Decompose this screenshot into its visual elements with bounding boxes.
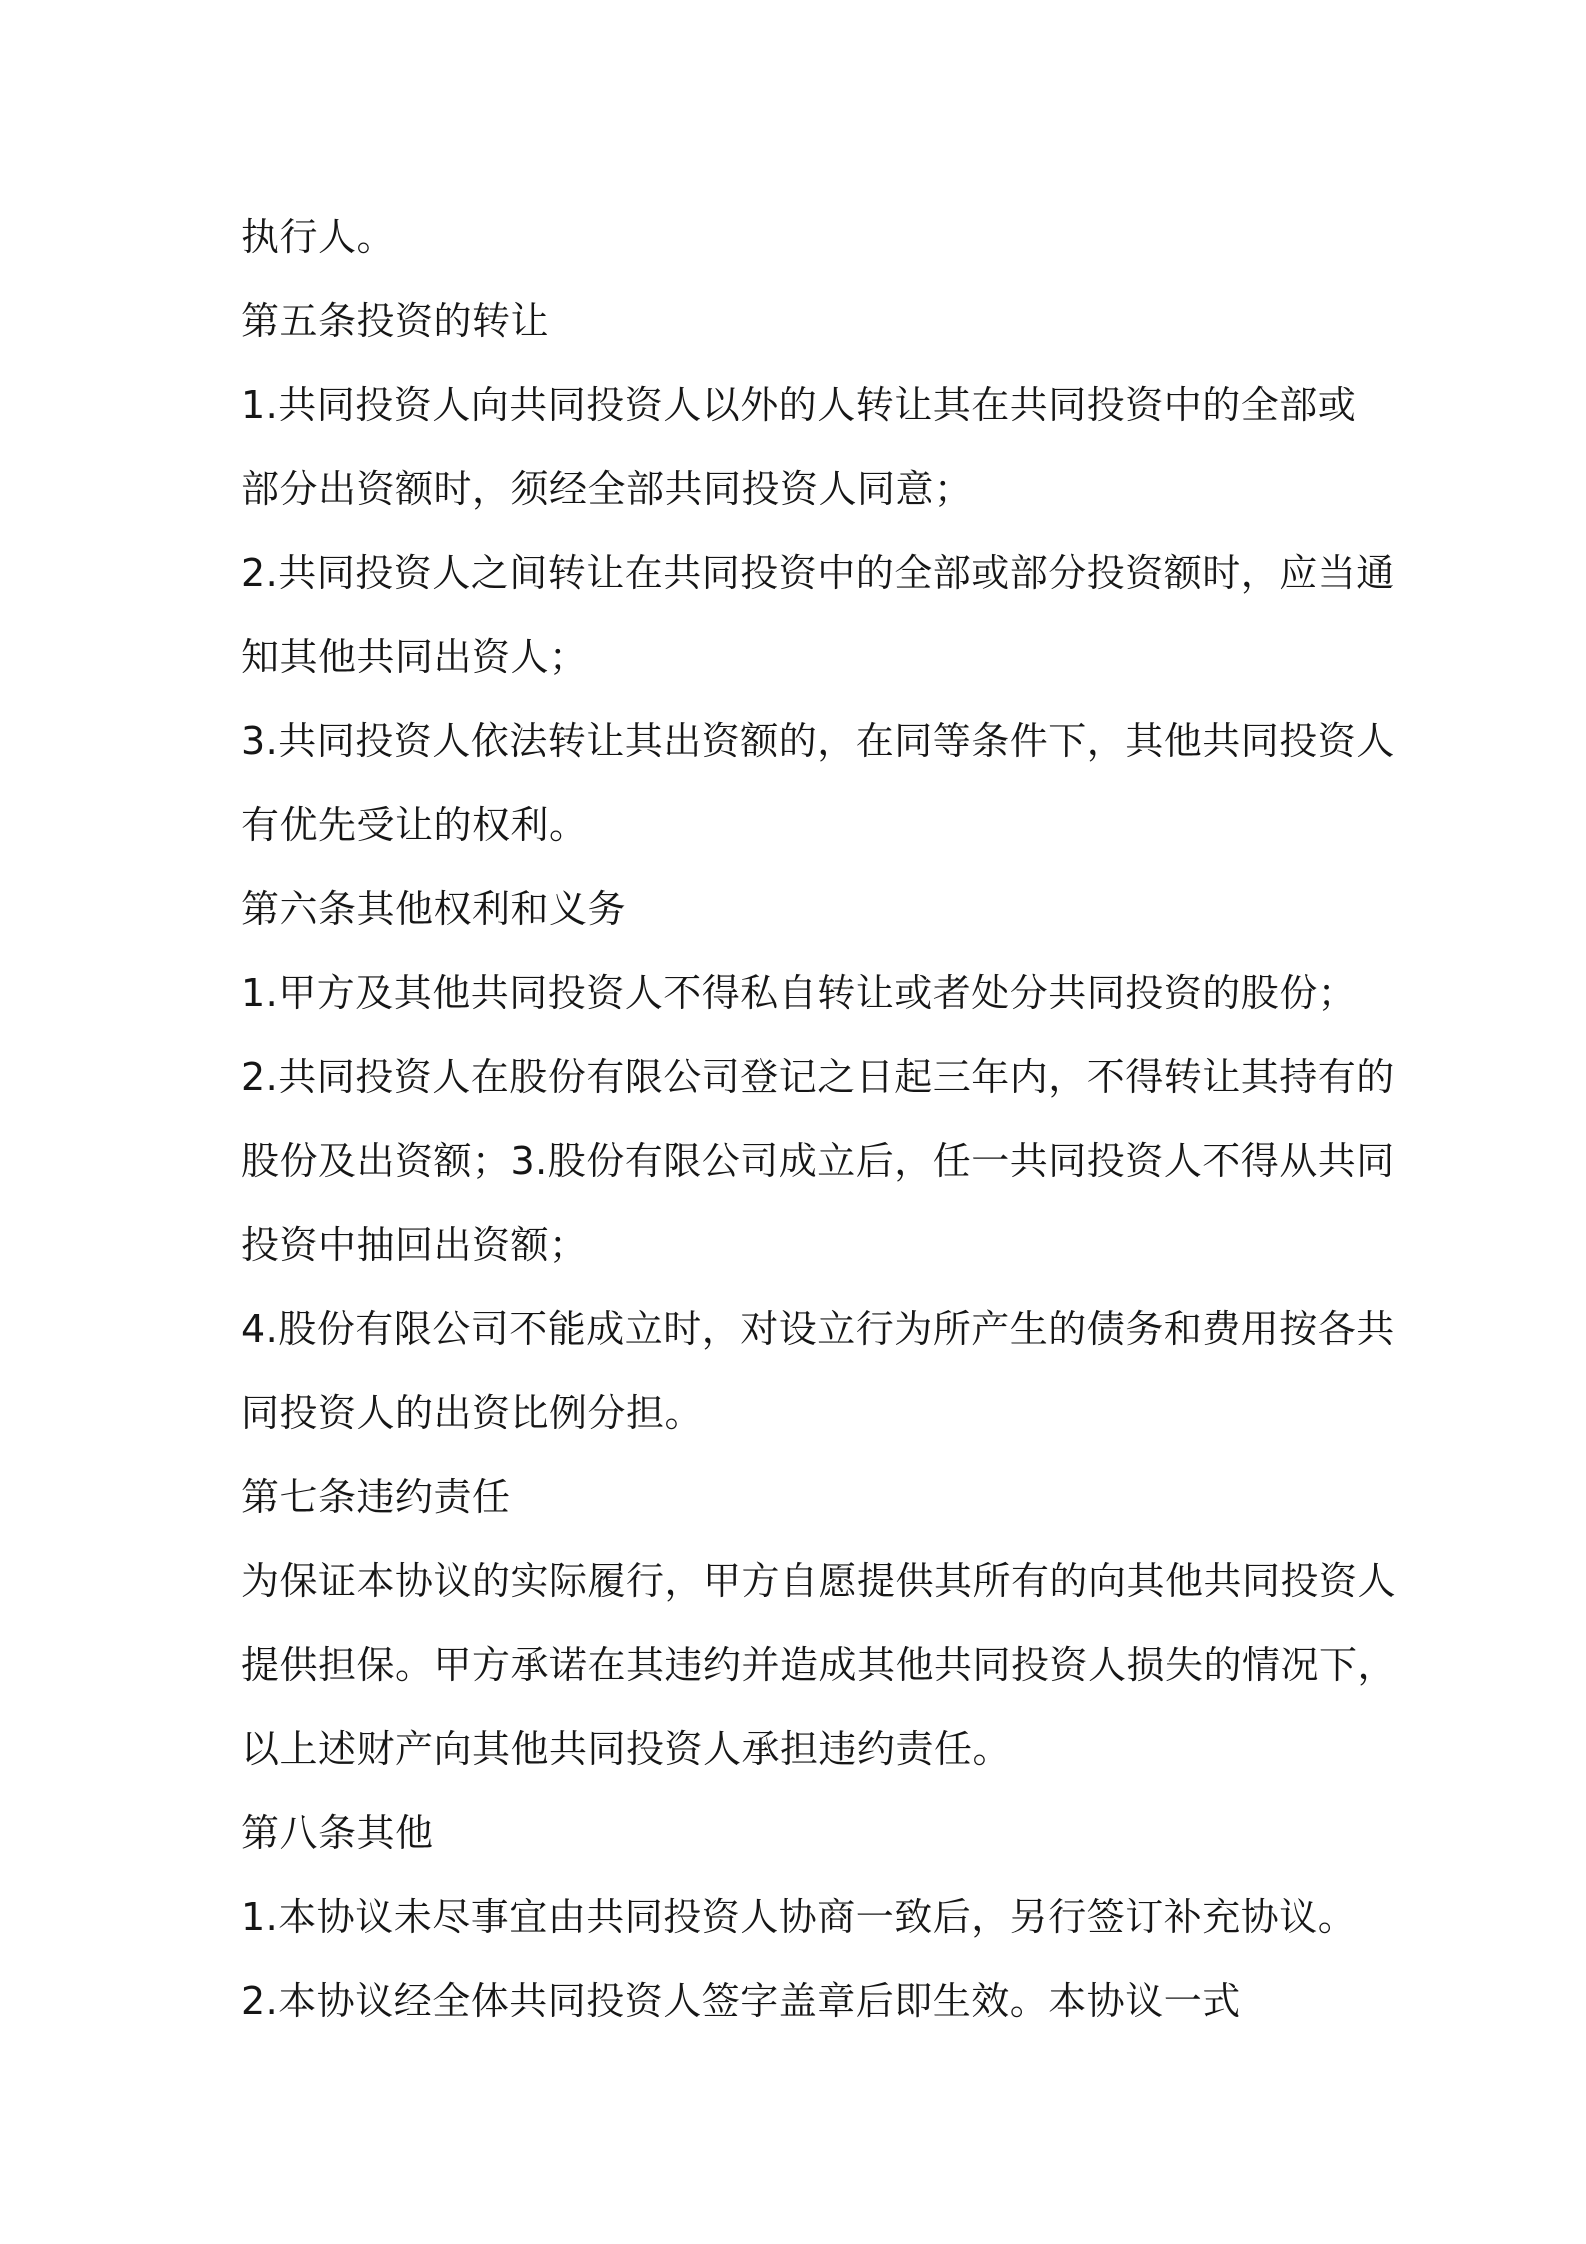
document-body	[241, 195, 1397, 2043]
section-heading: 第六条其他权利和义务	[241, 887, 627, 931]
text-line: 提供担保。甲方承诺在其违约并造成其他共同投资人损失的情况下，	[241, 1643, 1397, 1687]
text-line: 投资中抽回出资额；	[241, 1223, 588, 1267]
text-line: 股份及出资额；3.股份有限公司成立后，任一共同投资人不得从共同	[241, 1139, 1395, 1183]
text-line: 4.股份有限公司不能成立时，对设立行为所产生的债务和费用按各共	[241, 1307, 1395, 1351]
text-line: 执行人。	[241, 215, 396, 259]
text-line: 部分出资额时，须经全部共同投资人同意；	[241, 467, 973, 511]
text-line: 1.甲方及其他共同投资人不得私自转让或者处分共同投资的股份；	[241, 971, 1357, 1015]
text-line: 3.共同投资人依法转让其出资额的，在同等条件下，其他共同投资人	[241, 719, 1395, 763]
section-heading: 第五条投资的转让	[241, 299, 550, 343]
section-heading: 第八条其他	[241, 1811, 434, 1855]
text-line: 2.本协议经全体共同投资人签字盖章后即生效。本协议一式	[241, 1979, 1241, 2023]
text-line: 1.共同投资人向共同投资人以外的人转让其在共同投资中的全部或	[241, 383, 1357, 427]
text-line: 2.共同投资人之间转让在共同投资中的全部或部分投资额时，应当通	[241, 551, 1395, 595]
text-line: 有优先受让的权利。	[241, 803, 588, 847]
text-line: 知其他共同出资人；	[241, 635, 588, 679]
text-line: 1.本协议未尽事宜由共同投资人协商一致后，另行签订补充协议。	[241, 1895, 1357, 1939]
text-line: 以上述财产向其他共同投资人承担违约责任。	[241, 1727, 1012, 1771]
text-line: 为保证本协议的实际履行，甲方自愿提供其所有的向其他共同投资人	[241, 1559, 1397, 1603]
text-line: 2.共同投资人在股份有限公司登记之日起三年内，不得转让其持有的	[241, 1055, 1395, 1099]
section-heading: 第七条违约责任	[241, 1475, 511, 1519]
text-line: 同投资人的出资比例分担。	[241, 1391, 704, 1435]
